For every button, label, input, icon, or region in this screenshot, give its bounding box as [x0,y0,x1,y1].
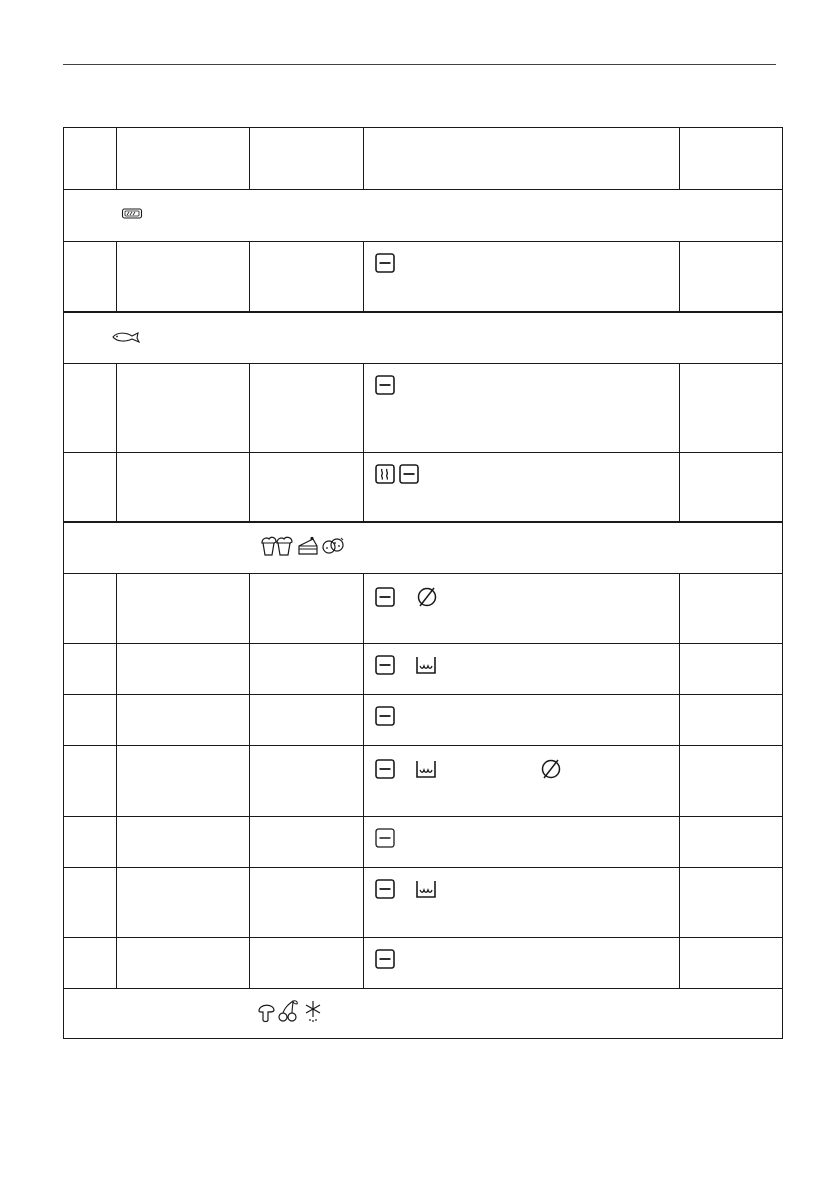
table-cell [680,363,783,452]
empty-set-icon [539,757,563,781]
heating-element-icon [399,464,419,484]
section-heading-row [64,522,783,574]
grill-pan-icon [121,206,143,222]
top-rule [63,64,776,65]
table-cell [117,868,250,938]
section-heading-row [64,989,783,1039]
table-cell [250,644,364,695]
water-tray-icon [415,759,437,779]
table-cell [64,746,117,817]
heating-element-icon [375,375,395,395]
function-symbols-cell [364,868,680,938]
heating-element-icon [375,759,395,779]
function-symbols-cell [364,574,680,644]
table-row [64,644,783,695]
table-row [64,868,783,938]
function-symbols-cell [364,695,680,746]
table-row [64,817,783,868]
water-tray-icon [415,879,437,899]
table-cell [117,242,250,312]
mushroom-icon [257,1001,277,1023]
fish-icon [111,330,141,344]
header-cell [680,128,783,190]
table-cell [680,574,783,644]
heating-element-icon [375,587,395,607]
muffins-icon [260,535,294,557]
snowflake-icon [304,1000,322,1022]
table-row [64,242,783,312]
heating-element-icon [375,879,395,899]
section-heading-cell [64,190,783,242]
table-cell [680,452,783,522]
table-cell [64,695,117,746]
table-cell [64,938,117,989]
heating-element-icon [375,655,395,675]
table-cell [680,242,783,312]
table-cell [250,695,364,746]
cherries-icon [277,999,299,1023]
function-symbols-cell [364,746,680,817]
table-cell [680,695,783,746]
cookies-icon [322,537,346,555]
table-cell [64,644,117,695]
table-row [64,695,783,746]
table-cell [680,817,783,868]
header-cell [250,128,364,190]
header-cell [364,128,680,190]
function-symbols-cell [364,644,680,695]
table-row [64,746,783,817]
table-cell [250,242,364,312]
table-cell [250,452,364,522]
table-cell [117,574,250,644]
table-cell [250,938,364,989]
section-heading-cell [64,312,783,364]
programs-table [63,127,783,1039]
table-header-row [64,128,783,190]
table-cell [117,938,250,989]
table-cell [680,938,783,989]
table-cell [117,695,250,746]
table-row [64,452,783,522]
empty-set-icon [415,585,439,609]
section-heading-cell [64,989,783,1039]
function-symbols-cell [364,938,680,989]
table-cell [64,363,117,452]
table-cell [250,363,364,452]
table-row [64,363,783,452]
table-cell [64,242,117,312]
heating-element-icon [375,253,395,273]
table-cell [117,817,250,868]
table-cell [64,574,117,644]
table-cell [680,868,783,938]
function-symbols-cell [364,363,680,452]
table-cell [680,746,783,817]
water-tray-icon [415,655,437,675]
table-cell [250,817,364,868]
function-symbols-cell [364,242,680,312]
table-row [64,938,783,989]
section-heading-row [64,190,783,242]
section-heading-row [64,312,783,364]
table-cell [117,746,250,817]
header-cell [64,128,117,190]
table-cell [64,817,117,868]
cake-slice-icon [297,536,319,556]
function-symbols-cell [364,817,680,868]
steam-icon [375,464,395,484]
table-cell [250,868,364,938]
header-cell [117,128,250,190]
table-cell [117,452,250,522]
table-cell [117,363,250,452]
table-cell [64,452,117,522]
section-heading-cell [64,522,783,574]
table-cell [250,574,364,644]
table-cell [64,868,117,938]
heating-element-icon [375,706,395,726]
table-cell [117,644,250,695]
table-cell [680,644,783,695]
heating-element-icon [375,828,395,848]
table-row [64,574,783,644]
heating-element-icon [375,949,395,969]
table-cell [250,746,364,817]
function-symbols-cell [364,452,680,522]
